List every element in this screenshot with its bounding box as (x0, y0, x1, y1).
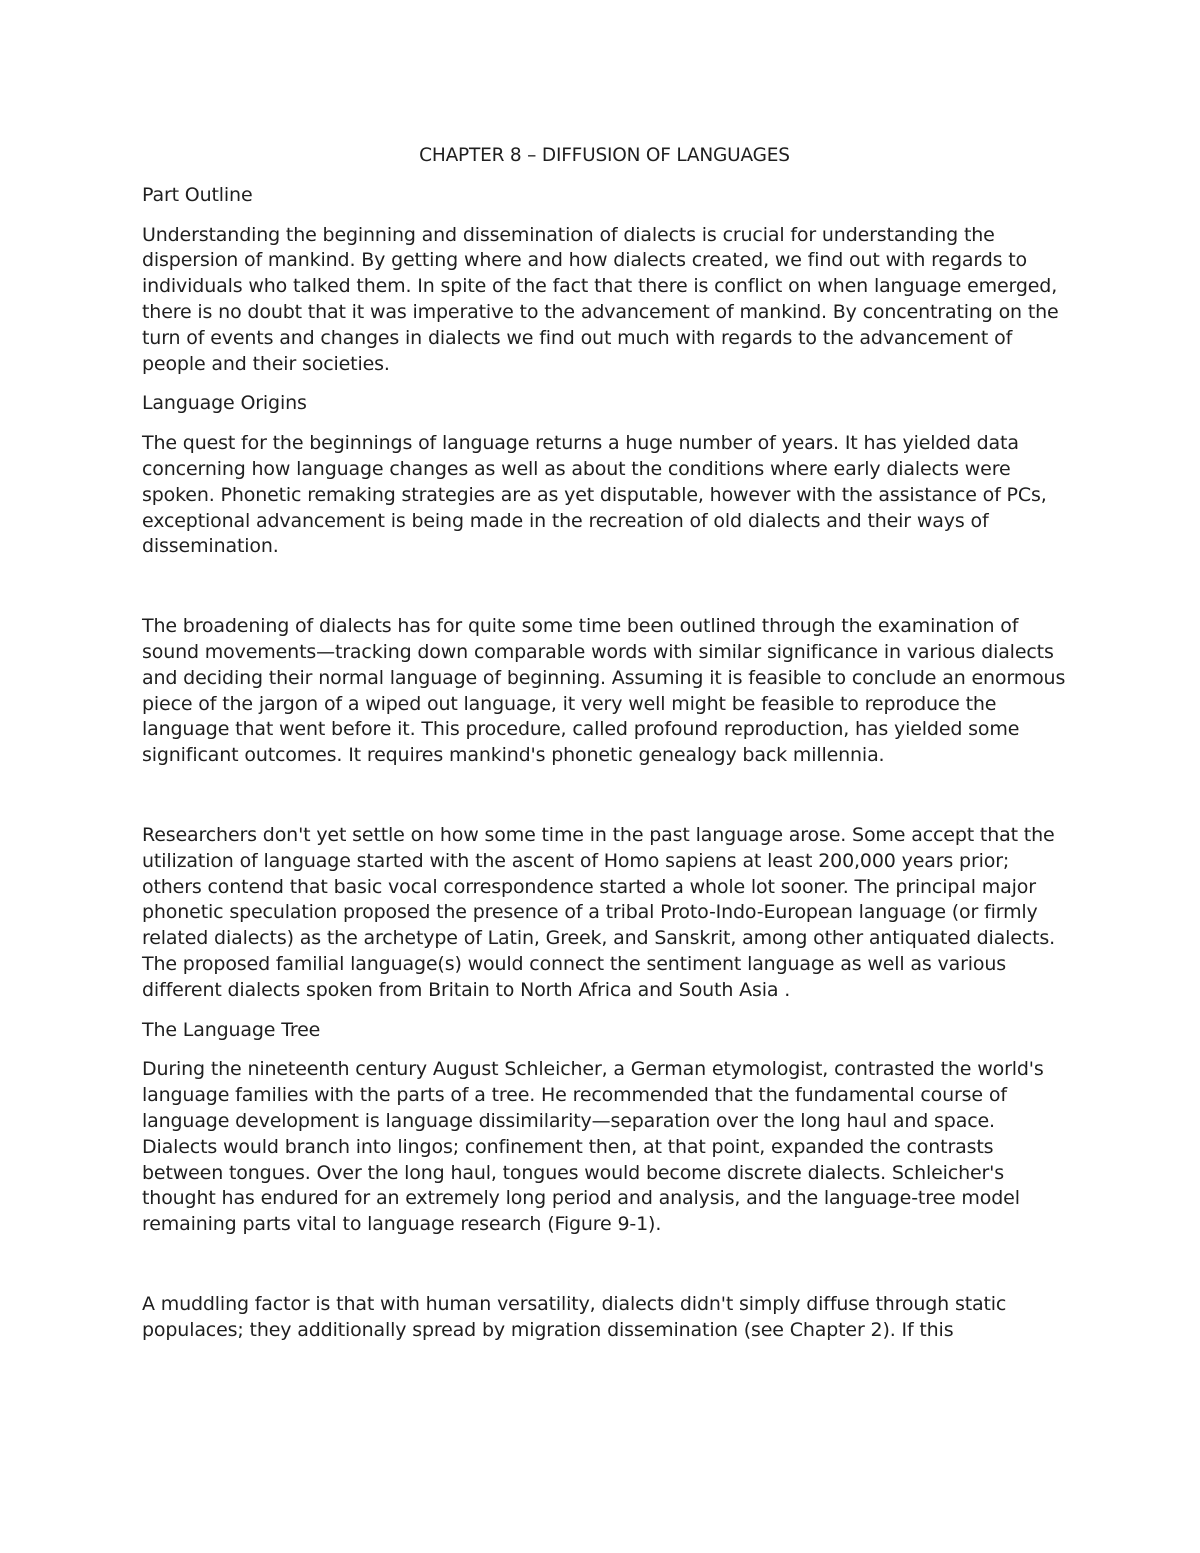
paragraph-spacer (142, 574, 1067, 614)
paragraph-intro: Understanding the beginning and dissemination of dialects is crucial for understanding the dispersion of mankind. By getting where and how dialects created, we find out with regards to individuals who talked them. In spite of the fact that there is conflict on when language emerged, there is no doubt that it was imperative to the advancement of mankind. By concentrating on the turn of events and changes in dialects we find out much with regards to the advancement of people and their societies. (142, 223, 1059, 375)
paragraph-researchers: Researchers don't yet settle on how some time in the past language arose. Some accept that the utilization of language started with the ascent of Homo sapiens at least 200,000 years prior; others contend that basic vocal correspondence started a whole lot sooner. The principal major phonetic speculation proposed the presence of a tribal Proto-Indo-European language (or firmly related dialects) as the archetype of Latin, Greek, and Sanskrit, among other antiquated dialects. The proposed familial language(s) would connect the sentiment language as well as various different dialects spoken from Britain to North Africa and South Asia . (142, 823, 1056, 1001)
paragraph-schleicher: During the nineteenth century August Schleicher, a German etymologist, contrasted the world's language families with the parts of a tree. He recommended that the fundamental course of language development is language dissimilarity—separation over the long haul and space. Dialects would branch into lingos; confinement then, at that point, expanded the contrasts between tongues. Over the long haul, tongues would become discrete dialects. Schleicher's thought has endured for an extremely long period and analysis, and the language-tree model remaining parts vital to language research (Figure 9-1). (142, 1058, 1044, 1236)
heading-language-origins: Language Origins (142, 392, 307, 415)
chapter-title: CHAPTER 8 – DIFFUSION OF LANGUAGES (419, 145, 790, 166)
paragraph-muddling-factor: A muddling factor is that with human versatility, dialects didn't simply diffuse through static populaces; they additionally spread by migration dissemination (see Chapter 2). If this (142, 1292, 1007, 1341)
paragraph-origins-quest: The quest for the beginnings of language returns a huge number of years. It has yielded data concerning how language changes as well as about the conditions where early dialects were spoken. Phonetic remaking strategies are as yet disputable, however with the assistance of PCs, exceptional advancement is being made in the recreation of old dialects and their ways of dissemination. (142, 432, 1047, 558)
paragraph-spacer (142, 1252, 1067, 1292)
paragraph-broadening: The broadening of dialects has for quite some time been outlined through the examination of sound movements—tracking down comparable words with similar significance in various dialects and deciding their normal language of beginning. Assuming it is feasible to conclude an enormous piece of the jargon of a wiped out language, it very well might be feasible to reproduce the language that went before it. This procedure, called profound reproduction, has yielded some significant outcomes. It requires mankind's phonetic genealogy back millennia. (142, 615, 1066, 767)
paragraph-spacer (142, 783, 1067, 823)
heading-part-outline: Part Outline (142, 183, 253, 206)
heading-language-tree: The Language Tree (142, 1018, 321, 1041)
document-body (142, 143, 1067, 1357)
